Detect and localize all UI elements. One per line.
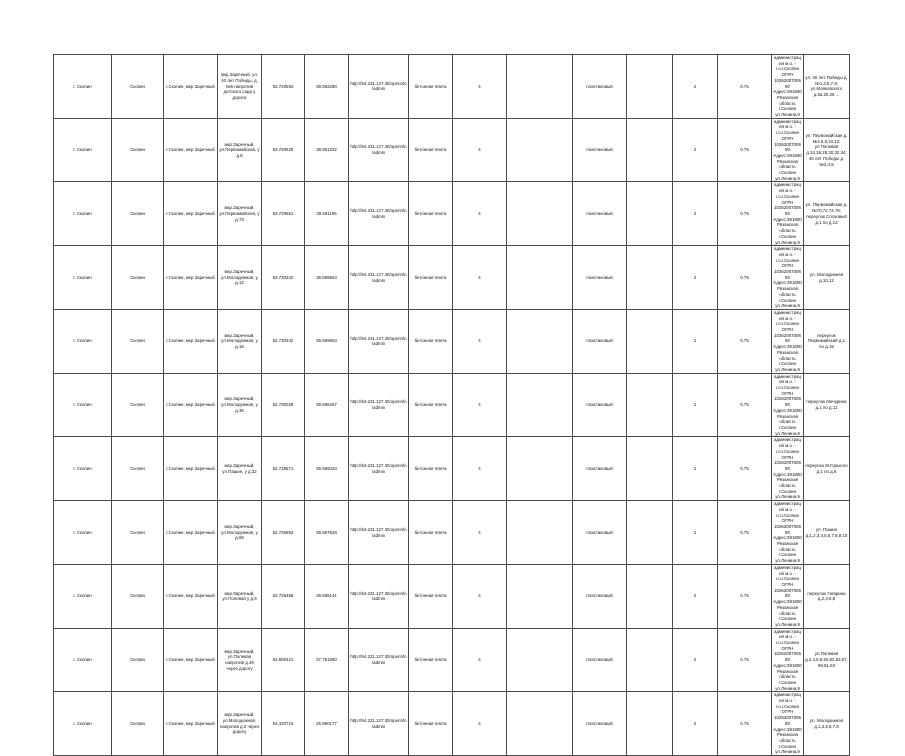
cell-latitude: 53.580421 (262, 628, 305, 692)
cell-microdistrict: г.Скопин, мкр Заречный (164, 437, 218, 501)
cell-latitude: 53.730342 (262, 246, 305, 310)
spreadsheet-page (53, 54, 849, 756)
cell-empty (627, 628, 673, 692)
cell-container-type: пластиковый (573, 437, 627, 501)
cell-container-count: 2 (673, 182, 718, 246)
table-row (54, 501, 850, 565)
cell-empty (507, 118, 573, 182)
cell-longitude: 39.587928 (305, 501, 349, 565)
table-row (54, 246, 850, 310)
cell-latitude: 53.729651 (262, 182, 305, 246)
cell-surface: бетонная плита (409, 437, 453, 501)
cell-address: мкр.Заречный, ул.Полевая напротив д.49 через дорогу (218, 628, 262, 692)
cell-surface: бетонная плита (409, 373, 453, 437)
cell-empty (507, 55, 573, 119)
cell-owner: администрация м.о. - г.о.г.Скопин ОГРН 1026200700690 Адрес:391800 Рязанская область г.Скопин ул.Ленина,9 (773, 437, 802, 500)
cell-latitude: 54.420716 (262, 692, 305, 756)
cell-link: http://94.231.127.30/operinfo/admin (349, 246, 409, 310)
table-row (54, 309, 850, 373)
cell-container-count: 2 (673, 501, 718, 565)
cell-address: мкр.Заречный, ул.Первомайская, у д.73 (218, 182, 262, 246)
cell-empty (627, 182, 673, 246)
cell-address: мкр.Заречный, ул.Молодежная, у д.18 (218, 309, 262, 373)
cell-longitude: 39.589663 (305, 309, 349, 373)
cell-district: Скопин (112, 501, 164, 565)
cell-container-type: пластиковый (573, 692, 627, 756)
cell-longitude: 39.591332 (305, 118, 349, 182)
cell-container-area: 4 (453, 182, 507, 246)
cell-empty (507, 309, 573, 373)
cell-settlement: г. Скопин (54, 437, 112, 501)
cell-container-count: 2 (673, 55, 718, 119)
cell-owner: администрация м.о. - г.о.г.Скопин ОГРН 1026200700690 Адрес:391800 Рязанская область г.Скопин ул.Ленина,9 (773, 246, 802, 309)
cell-container-area: 4 (453, 564, 507, 628)
cell-sources: ул. 40 лет Победы д.№1,3,5,7,9; ул.Маяковского д.8а,20,26 ... (804, 55, 850, 119)
cell-surface: бетонная плита (409, 501, 453, 565)
cell-owner: администрация м.о. - г.о.г.Скопин ОГРН 1026200700690 Адрес:391800 Рязанская область г.Скопин ул.Ленина,9 (773, 628, 802, 691)
cell-latitude: 53.728571 (262, 437, 305, 501)
cell-surface: бетонная плита (409, 692, 453, 756)
cell-link: http://94.231.127.30/operinfo/admin (349, 437, 409, 501)
cell-sources: ул. Первомайская д.№70,72,74,76; переулок Сосновый д.1 по д.13 (804, 182, 850, 246)
cell-microdistrict: г.Скопин, мкр Заречный (164, 373, 218, 437)
cell-owner: администрация м.о. - г.о.г.Скопин ОГРН 1026200700690 Адрес:391800 Рязанская область г.Скопин ул.Ленина,9 (773, 501, 802, 564)
cell-container-area: 4 (453, 118, 507, 182)
cell-sources: переулок Первомайский д.1 по д.15 (804, 309, 850, 373)
cell-settlement: г. Скопин (54, 118, 112, 182)
cell-settlement: г. Скопин (54, 373, 112, 437)
cell-address: мкр.Заречный, ул.Первомайская, у д.8 (218, 118, 262, 182)
cell-container-type: пластиковый (573, 309, 627, 373)
cell-empty (507, 182, 573, 246)
cell-address: мкр.Заречный, ул.Молодежная, напротив д.5 через дорогу (218, 692, 262, 756)
cell-district: Скопин (112, 55, 164, 119)
cell-volume: 0.75 (718, 501, 772, 565)
cell-district: Скопин (112, 309, 164, 373)
cell-container-type: пластиковый (573, 628, 627, 692)
cell-empty (627, 309, 673, 373)
cell-container-count: 2 (673, 692, 718, 756)
cell-container-count: 2 (673, 309, 718, 373)
cell-empty (507, 501, 573, 565)
cell-owner: администрация м.о. - г.о.г.Скопин ОГРН 1026200700690 Адрес:391800 Рязанская область г.Скопин ул.Ленина,9 (773, 309, 802, 372)
cell-link: http://94.231.127.30/operinfo/admin (349, 692, 409, 756)
cell-sources: переулок Мичурина д.1 по д.11 (804, 373, 850, 437)
cell-empty (507, 437, 573, 501)
cell-empty (627, 246, 673, 310)
cell-link: http://94.231.127.30/operinfo/admin (349, 564, 409, 628)
cell-sources: ул. Первомайская д.№4,6,8,10,12; ул.Полевая д.24,26,28,30,32,34; 40 лет Победы д.№2,4,6 (804, 118, 850, 182)
cell-microdistrict: г.Скопин, мкр Заречный (164, 564, 218, 628)
cell-settlement: г. Скопин (54, 55, 112, 119)
cell-volume: 0.75 (718, 309, 772, 373)
cell-empty (627, 55, 673, 119)
cell-microdistrict: г.Скопин, мкр Заречный (164, 246, 218, 310)
cell-settlement: г. Скопин (54, 309, 112, 373)
cell-longitude: 39.586267 (305, 373, 349, 437)
cell-district: Скопин (112, 246, 164, 310)
cell-link: http://94.231.127.30/operinfo/admin (349, 628, 409, 692)
cell-link: http://94.231.127.30/operinfo/admin (349, 182, 409, 246)
cell-container-count: 2 (673, 246, 718, 310)
cell-volume: 0.75 (718, 628, 772, 692)
cell-volume: 0.75 (718, 373, 772, 437)
cell-microdistrict: г.Скопин, мкр Заречный (164, 118, 218, 182)
cell-surface: бетонная плита (409, 55, 453, 119)
cell-container-count: 2 (673, 628, 718, 692)
cell-longitude: 39.589663 (305, 246, 349, 310)
cell-district: Скопин (112, 692, 164, 756)
cell-address: мкр.Заречный, ул.Пашин, у д.32 (218, 437, 262, 501)
table-row (54, 564, 850, 628)
cell-surface: бетонная плита (409, 564, 453, 628)
cell-container-area: 4 (453, 437, 507, 501)
cell-sources: переулок Гагарина д.2,4,6,8 (804, 564, 850, 628)
cell-settlement: г. Скопин (54, 564, 112, 628)
cell-volume: 0.75 (718, 246, 772, 310)
cell-container-area: 4 (453, 628, 507, 692)
table-row (54, 628, 850, 692)
cell-container-area: 4 (453, 55, 507, 119)
cell-volume: 0.75 (718, 118, 772, 182)
cell-settlement: г. Скопин (54, 182, 112, 246)
cell-surface: бетонная плита (409, 309, 453, 373)
cell-latitude: 53.730028 (262, 373, 305, 437)
cell-district: Скопин (112, 118, 164, 182)
cell-container-type: пластиковый (573, 564, 627, 628)
cell-link: http://94.231.127.30/operinfo/admin (349, 55, 409, 119)
cell-empty (627, 373, 673, 437)
table-row (54, 55, 850, 119)
cell-latitude: 53.726953 (262, 501, 305, 565)
cell-container-type: пластиковый (573, 373, 627, 437)
cell-microdistrict: г.Скопин, мкр Заречный (164, 628, 218, 692)
cell-container-area: 4 (453, 373, 507, 437)
cell-empty (507, 246, 573, 310)
cell-container-type: пластиковый (573, 501, 627, 565)
cell-surface: бетонная плита (409, 182, 453, 246)
table-row (54, 437, 850, 501)
cell-link: http://94.231.127.30/operinfo/admin (349, 309, 409, 373)
cell-latitude: 53.730629 (262, 118, 305, 182)
cell-empty (507, 628, 573, 692)
cell-microdistrict: г.Скопин, мкр Заречный (164, 501, 218, 565)
cell-latitude: 53.730342 (262, 309, 305, 373)
cell-sources: ул. Молодежная д.1,3,5,6,7,8 (804, 692, 850, 756)
cell-latitude: 53.729592 (262, 55, 305, 119)
cell-settlement: г. Скопин (54, 246, 112, 310)
cell-volume: 0.75 (718, 182, 772, 246)
cell-district: Скопин (112, 564, 164, 628)
cell-volume: 0.75 (718, 437, 772, 501)
cell-container-count: 2 (673, 437, 718, 501)
cell-container-area: 4 (453, 692, 507, 756)
table-row (54, 118, 850, 182)
cell-empty (627, 118, 673, 182)
cell-surface: бетонная плита (409, 118, 453, 182)
cell-address: мкр.Заречный, ул. 40 лет Победы, д.№6 напротив детского сада у дороги (218, 55, 262, 119)
cell-owner: администрация м.о. - г.о.г.Скопин ОГРН 1026200700690 Адрес:391800 Рязанская область г.Скопин ул.Ленина,9 (773, 182, 802, 245)
cell-district: Скопин (112, 373, 164, 437)
cell-microdistrict: г.Скопин, мкр Заречный (164, 182, 218, 246)
waste-sites-table (53, 54, 850, 756)
cell-empty (627, 564, 673, 628)
cell-sources: ул. Молодежная д.10,12 (804, 246, 850, 310)
cell-container-area: 4 (453, 501, 507, 565)
cell-empty (627, 437, 673, 501)
cell-owner: администрация м.о. - г.о.г.Скопин ОГРН 1026200700690 Адрес:391800 Рязанская область г.Скопин ул.Ленина,9 (773, 55, 802, 118)
cell-longitude: 39.592290 (305, 55, 349, 119)
cell-link: http://94.231.127.30/operinfo/admin (349, 501, 409, 565)
cell-address: мкр.Заречный, ул.Молодежная, у д.69 (218, 501, 262, 565)
cell-district: Скопин (112, 437, 164, 501)
cell-sources: переулок М.Горького д.1 по д.8 (804, 437, 850, 501)
cell-longitude: 39.589141 (305, 564, 349, 628)
cell-empty (507, 373, 573, 437)
cell-volume: 0.75 (718, 55, 772, 119)
cell-volume: 0.75 (718, 692, 772, 756)
cell-link: http://94.231.127.30/operinfo/admin (349, 373, 409, 437)
cell-empty (627, 501, 673, 565)
cell-longitude: 25.980177 (305, 692, 349, 756)
cell-owner: администрация м.о. - г.о.г.Скопин ОГРН 1026200700690 Адрес:391800 Рязанская область г.Скопин ул.Ленина,9 (773, 118, 802, 181)
table-row (54, 692, 850, 756)
cell-container-count: 2 (673, 118, 718, 182)
cell-owner: администрация м.о. - г.о.г.Скопин ОГРН 1026200700690 Адрес:391800 Рязанская область г.Скопин ул.Ленина,9 (773, 692, 802, 755)
cell-volume: 0.75 (718, 564, 772, 628)
cell-container-count: 2 (673, 564, 718, 628)
cell-address: мкр.Заречный, ул.Полевая у д.9 (218, 564, 262, 628)
table-row (54, 373, 850, 437)
cell-link: http://94.231.127.30/operinfo/admin (349, 118, 409, 182)
cell-district: Скопин (112, 628, 164, 692)
cell-container-type: пластиковый (573, 55, 627, 119)
cell-longitude: 37.751580 (305, 628, 349, 692)
cell-latitude: 53.726458 (262, 564, 305, 628)
cell-sources: ул. Пашин д.1,2,3,4,5,6,7,8,9,10 (804, 501, 850, 565)
cell-surface: бетонная плита (409, 628, 453, 692)
cell-owner: администрация м.о. - г.о.г.Скопин ОГРН 1026200700690 Адрес:391800 Рязанская область г.Скопин ул.Ленина,9 (773, 564, 802, 627)
cell-microdistrict: г.Скопин, мкр Заречный (164, 55, 218, 119)
cell-settlement: г. Скопин (54, 501, 112, 565)
cell-container-count: 2 (673, 373, 718, 437)
cell-longitude: 39.591196 (305, 182, 349, 246)
cell-address: мкр.Заречный, ул.Молодежная, у д.36 (218, 373, 262, 437)
table-body (54, 55, 850, 756)
cell-microdistrict: г.Скопин, мкр Заречный (164, 692, 218, 756)
cell-container-type: пластиковый (573, 182, 627, 246)
cell-container-area: 4 (453, 246, 507, 310)
cell-empty (627, 692, 673, 756)
cell-container-type: пластиковый (573, 246, 627, 310)
cell-district: Скопин (112, 182, 164, 246)
cell-longitude: 39.585033 (305, 437, 349, 501)
cell-container-area: 4 (453, 309, 507, 373)
cell-owner: администрация м.о. - г.о.г.Скопин ОГРН 1026200700690 Адрес:391800 Рязанская область г.Скопин ул.Ленина,9 (773, 373, 802, 436)
cell-container-type: пластиковый (573, 118, 627, 182)
cell-microdistrict: г.Скопин, мкр Заречный (164, 309, 218, 373)
cell-empty (507, 564, 573, 628)
cell-surface: бетонная плита (409, 246, 453, 310)
cell-settlement: г. Скопин (54, 692, 112, 756)
cell-settlement: г. Скопин (54, 628, 112, 692)
cell-empty (507, 692, 573, 756)
cell-address: мкр.Заречный, ул.Молодежная, у д.12 (218, 246, 262, 310)
table-row (54, 182, 850, 246)
cell-sources: ул.Полевая д.2,4,6,8,50,52,53,57,59,61,63 (804, 628, 850, 692)
